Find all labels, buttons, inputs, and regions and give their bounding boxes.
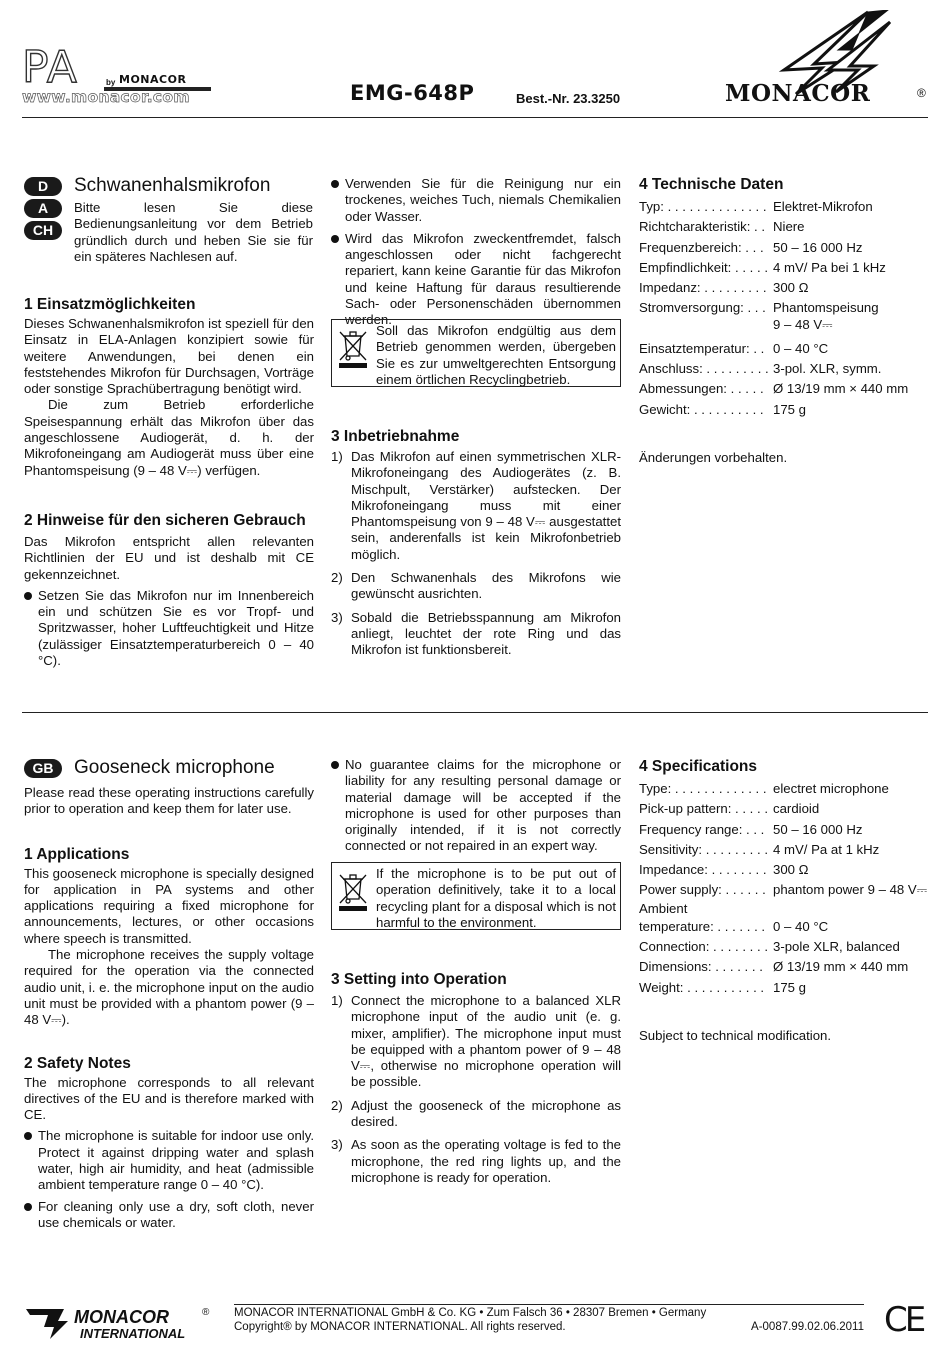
spec-key: Weight: . . . . . . . . . . . (639, 979, 765, 995)
table-row (639, 917, 927, 937)
footer-logo-brand: MONACOR (74, 1307, 169, 1327)
monacor-brand-logo: MONACOR (725, 80, 871, 107)
en-section-3-heading: 3 Setting into Operation (331, 971, 507, 988)
step-text: Connect the microphone to a balanced XLR microphone input of the audio unit (e. g. mixer, amplifier). The microphone input must be equipped with a phantom power of 9 – 48 V⎓, otherwise no microphone operation will be possible. (351, 993, 621, 1090)
spec-value: electret microphone (773, 781, 889, 796)
de-safety-list-continued (331, 176, 621, 329)
table-row (639, 319, 908, 339)
list-item (331, 449, 621, 563)
footer-logo-sub: INTERNATIONAL (80, 1326, 186, 1341)
step-text: Sobald die Betriebsspannung am Mikrofon anliegt, leuchtet der rote Ring und das Mikrofon ist funktionsbereit. (351, 609, 621, 658)
list-item: The microphone is suitable for indoor use only. Protect it against dripping water and splash water, high air humidity, and heat (admissible ambient temperature range 0 – 40 °C). (24, 1128, 314, 1193)
model-name: EMG-648P (350, 81, 475, 105)
list-item: Wird das Mikrofon zweckentfremdet, falsch angeschlossen oder nicht fachgerecht repariert, kann keine Garantie für das Mikrofon und keine Haftung für daraus resultierende Sach- oder Personenschäden übernommen werden. (331, 231, 621, 329)
table-row (639, 779, 927, 799)
spec-key: Frequenzbereich: . . . (639, 239, 764, 255)
footer-copyright: Copyright® by MONACOR INTERNATIONAL. All rights reserved. (234, 1321, 566, 1333)
lightning-badge-icon (26, 1309, 68, 1339)
section-divider (22, 712, 928, 713)
crossed-bin-icon (338, 328, 368, 370)
en-section-2-paragraph: The microphone corresponds to all relevant directives of the EU and is therefore marked with CE. (24, 1074, 314, 1123)
en-disposal-text: If the microphone is to be put out of operation definitively, take it to a local recycling plant for a disposal which is not harmful to the environment. (376, 866, 616, 930)
spec-value: cardioid (773, 801, 820, 817)
monacor-international-logo (24, 1305, 234, 1341)
spec-key: Impedance: . . . . . . . . (639, 862, 767, 878)
website-link[interactable]: www.monacor.com (22, 88, 190, 106)
spec-key: Anschluss: . . . . . . . . . (639, 361, 769, 377)
header-divider (22, 117, 928, 118)
spec-value: 3-pole XLR, balanced (773, 939, 900, 955)
de-note: Änderungen vorbehalten. (639, 449, 788, 465)
de-column-2 (331, 176, 621, 332)
de-section-2-heading: 2 Hinweise für den sicheren Gebrauch (24, 511, 306, 529)
spec-value: Niere (773, 219, 805, 235)
spec-value (773, 901, 927, 917)
table-row (639, 258, 908, 278)
step-text: Das Mikrofon auf einen symmetrischen XLR-Mikrofoneingang des Audiogerätes (z. B. Mischpult, Verstärker) aufstecken. Der Mikrofoneingang muss mit einer Phantomspeisung von 9 – 48 V⎓ ausgestattet sein, anderenfalls ist kein Mikrofonbetrieb möglich. (351, 449, 621, 562)
table-row (639, 901, 927, 917)
de-section-1-heading: 1 Einsatzmöglichkeiten (24, 296, 196, 313)
list-item: Verwenden Sie für die Reinigung nur ein trockenes, weiches Tuch, niemals Chemikalien oder Wasser. (331, 176, 621, 225)
step-text: Adjust the gooseneck of the microphone as desired. (351, 1097, 621, 1130)
list-item (331, 610, 621, 659)
spec-key: Connection: . . . . . . . . (639, 939, 769, 955)
en-safety-list (24, 1128, 314, 1231)
en-column-2 (331, 757, 621, 858)
spec-key: Einsatztemperatur: . . (639, 340, 765, 356)
step-number: 1) (331, 993, 343, 1008)
spec-value: 0 – 40 °C (773, 340, 829, 356)
de-setup-steps (331, 449, 621, 659)
spec-key: Pick-up pattern: . . . . . (639, 801, 768, 817)
de-intro (74, 200, 313, 265)
spec-value: 3-pol. XLR, symm. (773, 361, 882, 377)
spec-key: Type: . . . . . . . . . . . . . (639, 781, 767, 796)
spec-value: Elektret-Mikrofon (773, 199, 873, 214)
spec-value: 4 mV/ Pa bei 1 kHz (773, 259, 886, 275)
en-section-2-heading: 2 Safety Notes (24, 1054, 131, 1072)
spec-value: 4 mV/ Pa at 1 kHz (773, 841, 880, 857)
spec-key: Empfindlichkeit: . . . . . (639, 259, 768, 275)
flag-badge-d: D (24, 177, 62, 196)
table-row (639, 339, 908, 359)
list-item (331, 570, 621, 603)
table-row (639, 298, 908, 318)
en-setup-steps (331, 993, 621, 1186)
de-column-1 (24, 295, 314, 672)
step-number: 3) (331, 609, 343, 625)
spec-key: Impedanz: . . . . . . . . . (639, 280, 767, 296)
table-row (639, 217, 908, 237)
en-title: Gooseneck microphone (74, 757, 275, 778)
de-section-2-paragraph: Das Mikrofon entspricht allen relevanten Richtlinien der EU und ist deshalb mit CE gekennzeichnet. (24, 533, 314, 582)
en-specs-table (639, 779, 927, 998)
table-row (639, 957, 927, 977)
en-safety-list-continued (331, 757, 621, 855)
spec-value: Ø 13/19 mm × 440 mm (773, 959, 909, 975)
list-item (331, 993, 621, 1091)
spec-key: Richtcharakteristik: . . (639, 219, 766, 235)
spec-value: 50 – 16 000 Hz (773, 239, 863, 255)
ce-mark-icon: CE (884, 1300, 924, 1340)
pa-by-text: by (106, 78, 116, 87)
en-section-4-heading: 4 Specifications (639, 758, 758, 775)
flag-badge-a: A (24, 199, 62, 218)
en-column-3 (639, 757, 929, 1044)
language-flags-en (24, 759, 62, 781)
de-intro-text: Bitte lesen Sie diese Bedienungsanleitung vor dem Betrieb gründlich durch und heben Sie sie für ein späteres Nachlesen auf. (74, 200, 313, 264)
spec-key: Abmessungen: . . . . . (639, 381, 764, 397)
en-section-1-heading: 1 Applications (24, 845, 130, 863)
crossed-bin-icon (338, 871, 368, 913)
list-item: No guarantee claims for the microphone or liability for any resulting personal damage or material damage will be accepted if the microphone is used for other purposes than originally intended, if it is not correctly connected or not repaired in an expert way. (331, 757, 621, 855)
list-item (331, 1137, 621, 1186)
table-row (639, 379, 908, 399)
en-disposal-notice (331, 862, 621, 930)
table-row (639, 937, 927, 957)
spec-key: Frequency range: . . . (639, 821, 765, 837)
footer-address: MONACOR INTERNATIONAL GmbH & Co. KG • Zum Falsch 36 • 28307 Bremen • Germany (234, 1307, 707, 1319)
table-row (639, 278, 908, 298)
table-row (639, 860, 927, 880)
spec-value: 300 Ω (773, 862, 809, 878)
flag-badge-gb: GB (24, 759, 62, 778)
spec-key: Dimensions: . . . . . . . (639, 959, 763, 975)
spec-key: Typ: . . . . . . . . . . . . . . (639, 199, 767, 214)
de-column-2b (331, 427, 621, 666)
de-title: Schwanenhalsmikrofon (74, 175, 271, 196)
en-section-1-paragraph-1: This gooseneck microphone is specially designed for application in PA systems and other applications requiring a fixed microphone for announcements, lectures, or other occasions where speech is transmitted. (24, 865, 314, 946)
step-text: Den Schwanenhals des Mikrofons wie gewünscht ausrichten. (351, 570, 621, 602)
de-section-4-heading: 4 Technische Daten (639, 176, 784, 193)
table-row (639, 978, 927, 998)
pa-brand-text: MONACOR (119, 73, 187, 86)
spec-value: Ø 13/19 mm × 440 mm (773, 381, 909, 397)
spec-value: 9 – 48 V⎓ (773, 316, 833, 332)
en-column-2b (331, 970, 621, 1193)
step-number: 2) (331, 570, 343, 586)
step-number: 1) (331, 449, 343, 464)
spec-key (639, 319, 773, 339)
table-row (639, 238, 908, 258)
step-number: 2) (331, 1097, 343, 1113)
table-row (639, 820, 927, 840)
de-section-1-paragraph-2: Die zum Betrieb erforderliche Speisespannung erhält das Mikrofon über das angeschlossene Audiogerät, d. h. der Mikrofoneingang am Audiogerät muss über eine Phantomspeisung (9 – 48 V⎓) verfügen. (24, 397, 314, 478)
table-row (639, 197, 908, 217)
spec-key: Sensitivity: . . . . . . . . . (639, 841, 768, 857)
spec-value: Phantomspeisung (773, 300, 879, 316)
spec-value: 300 Ω (773, 280, 809, 296)
en-column-1 (24, 785, 314, 1234)
table-row (639, 799, 927, 819)
spec-key: Gewicht: . . . . . . . . . . (639, 401, 764, 417)
list-item: Setzen Sie das Mikrofon nur im Innenbereich ein und schützen Sie es vor Tropf- und Spritzwasser, hoher Luftfeuchtigkeit und Hitze (zulässiger Einsatztemperaturbereich 0 – 40 °C). (24, 588, 314, 669)
footer-logo-reg: ® (202, 1307, 210, 1318)
language-flags-de (24, 177, 62, 243)
list-item: For cleaning only use a dry, soft cloth, never use chemicals or water. (24, 1199, 314, 1232)
en-intro-text: Please read these operating instructions carefully prior to operation and keep them for later use. (24, 785, 314, 817)
registered-mark: ® (917, 86, 926, 100)
spec-value: 175 g (773, 401, 807, 417)
spec-value: phantom power 9 – 48 V⎓ (773, 882, 928, 898)
pa-logo: PA (22, 42, 78, 93)
spec-key: temperature: . . . . . . . (639, 918, 766, 934)
de-section-1-paragraph-1: Dieses Schwanenhalsmikrofon ist speziell für den Einsatz in ELA-Anlagen konzipiert sowie für weitere Anwendungen, bei denen ein feststehendes Mikrofon für Durchsagen, Vorträge oder sonstige Sprachübertragung benötigt wird. (24, 316, 314, 397)
footer-divider (234, 1304, 864, 1305)
table-row (639, 359, 908, 379)
de-column-3 (639, 175, 929, 466)
de-specs-table (639, 197, 908, 420)
flag-badge-ch: CH (24, 221, 62, 240)
step-text: As soon as the operating voltage is fed to the microphone, the red ring lights up, and the microphone is ready for operation. (351, 1137, 621, 1185)
spec-value: 0 – 40 °C (773, 918, 829, 934)
de-disposal-notice (331, 319, 621, 387)
table-row (639, 880, 927, 900)
de-section-3-heading: 3 Inbetriebnahme (331, 428, 460, 445)
spec-key: Ambient (639, 900, 688, 916)
step-number: 3) (331, 1137, 343, 1153)
spec-key: Power supply: . . . . . . (639, 882, 766, 898)
footer-document-code: A-0087.99.02.06.2011 (751, 1321, 864, 1333)
order-number: Best.-Nr. 23.3250 (516, 91, 621, 106)
en-note: Subject to technical modification. (639, 1027, 832, 1043)
table-row (639, 400, 908, 420)
en-section-1-paragraph-2: The microphone receives the supply voltage required for the operation via the connected audio unit, i. e. the microphone input on the audio unit must be provided with a phantom power (9 – 48 V⎓). (24, 947, 314, 1028)
spec-value: 175 g (773, 979, 807, 995)
table-row (639, 840, 927, 860)
de-disposal-text: Soll das Mikrofon endgültig aus dem Betrieb genommen werden, übergeben Sie es zur umweltgerechten Entsorgung einem örtlichen Recyclingbetrieb. (376, 323, 616, 387)
de-safety-list (24, 588, 314, 669)
spec-value: 50 – 16 000 Hz (773, 821, 863, 837)
spec-key: Stromversorgung: . . . (639, 300, 766, 316)
list-item (331, 1098, 621, 1131)
